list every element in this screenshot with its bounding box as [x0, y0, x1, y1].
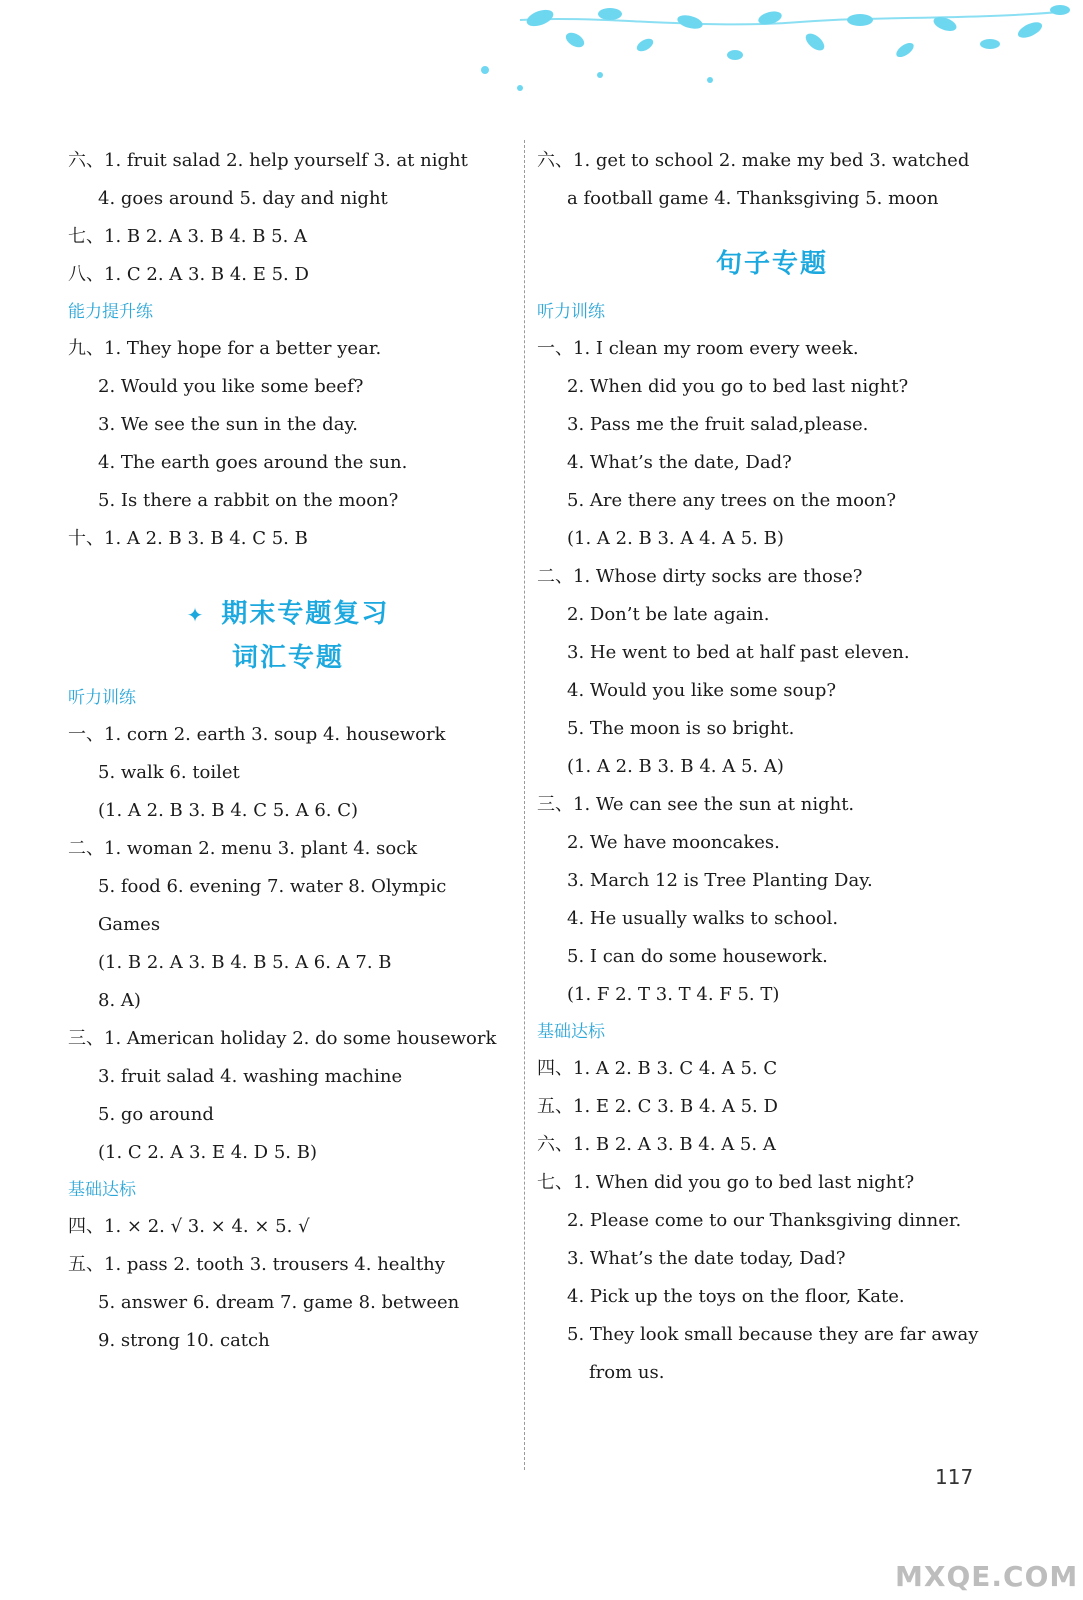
column-divider — [524, 140, 525, 1470]
section-label: 基础达标 — [68, 1180, 136, 1200]
watermark: MXQE.COM — [895, 1560, 1079, 1593]
answer-line: 四、1. × 2. √ 3. × 4. × 5. √ — [68, 1216, 310, 1237]
answer-line: 五、1. E 2. C 3. B 4. A 5. D — [537, 1096, 778, 1117]
answer-line: 九、1. They hope for a better year. — [68, 338, 382, 359]
answer-line: 5. walk 6. toilet — [98, 762, 240, 783]
answer-line: 十、1. A 2. B 3. B 4. C 5. B — [68, 528, 308, 549]
answer-line: 六、1. B 2. A 3. B 4. A 5. A — [537, 1134, 776, 1155]
answer-line: 二、1. Whose dirty socks are those? — [537, 566, 863, 587]
answer-line: 3. March 12 is Tree Planting Day. — [567, 870, 873, 891]
answer-line: 4. What’s the date, Dad? — [567, 452, 792, 473]
answer-line: 七、1. B 2. A 3. B 4. B 5. A — [68, 226, 308, 247]
page-number: 117 — [935, 1465, 974, 1489]
butterfly-icon: ✦ — [186, 603, 206, 627]
answer-line: from us. — [589, 1362, 665, 1383]
section-title-vocab: 词汇专题 — [231, 643, 344, 673]
answer-line: (1. A 2. B 3. B 4. A 5. A) — [567, 756, 784, 777]
answer-line: 一、1. corn 2. earth 3. soup 4. housework — [68, 724, 446, 745]
answer-line: 5. Is there a rabbit on the moon? — [98, 490, 399, 511]
answer-line: 4. He usually walks to school. — [567, 908, 839, 929]
section-title-review: ✦ 期末专题复习 — [186, 599, 390, 629]
answer-line: 5. I can do some housework. — [567, 946, 828, 967]
left-answer-block-1 — [68, 142, 508, 558]
section-label: 听力训练 — [537, 302, 605, 322]
right-column — [537, 142, 1007, 1392]
right-answer-block-1 — [537, 142, 1007, 218]
answer-line: 三、1. We can see the sun at night. — [537, 794, 855, 815]
answer-line: 5. food 6. evening 7. water 8. Olympic — [98, 876, 447, 897]
answer-line: 七、1. When did you go to bed last night? — [537, 1172, 915, 1193]
answer-line: 三、1. American holiday 2. do some housework — [68, 1028, 497, 1049]
answer-line: (1. F 2. T 3. T 4. F 5. T) — [567, 984, 780, 1005]
section-label: 基础达标 — [537, 1022, 605, 1042]
answer-line: 五、1. pass 2. tooth 3. trousers 4. healthy — [68, 1254, 445, 1275]
answer-line: 4. Pick up the toys on the floor, Kate. — [567, 1286, 905, 1307]
answer-line: 一、1. I clean my room every week. — [537, 338, 859, 359]
left-answer-block-2 — [68, 680, 508, 1360]
answer-line: 2. Would you like some beef? — [98, 376, 364, 397]
answer-line: 5. The moon is so bright. — [567, 718, 795, 739]
section-title-sentence: 句子专题 — [715, 249, 828, 279]
answer-line: 六、1. get to school 2. make my bed 3. watched — [537, 150, 970, 171]
answer-line: 5. go around — [98, 1104, 214, 1125]
answer-line: (1. C 2. A 3. E 4. D 5. B) — [98, 1142, 317, 1163]
answer-line: (1. A 2. B 3. A 4. A 5. B) — [567, 528, 784, 549]
answer-line: 2. We have mooncakes. — [567, 832, 780, 853]
answer-line: 四、1. A 2. B 3. C 4. A 5. C — [537, 1058, 778, 1079]
answer-line: 9. strong 10. catch — [98, 1330, 270, 1351]
section-label: 听力训练 — [68, 688, 136, 708]
left-column — [68, 142, 508, 1360]
answer-line: 3. Pass me the fruit salad,please. — [567, 414, 869, 435]
answer-line: 5. answer 6. dream 7. game 8. between — [98, 1292, 460, 1313]
answer-line: 8. A) — [98, 990, 141, 1011]
answer-line: 4. Would you like some soup? — [567, 680, 837, 701]
answer-line: 2. Please come to our Thanksgiving dinner. — [567, 1210, 962, 1231]
section-label: 能力提升练 — [68, 302, 153, 322]
answer-line: a football game 4. Thanksgiving 5. moon — [567, 188, 939, 209]
answer-line: (1. B 2. A 3. B 4. B 5. A 6. A 7. B — [98, 952, 392, 973]
answer-line: 4. goes around 5. day and night — [98, 188, 388, 209]
answer-line: 2. When did you go to bed last night? — [567, 376, 909, 397]
answer-line: 六、1. fruit salad 2. help yourself 3. at night — [68, 150, 468, 171]
answer-line: Games — [98, 914, 161, 935]
answer-line: 八、1. C 2. A 3. B 4. E 5. D — [68, 264, 309, 285]
answer-line: (1. A 2. B 3. B 4. C 5. A 6. C) — [98, 800, 359, 821]
answer-line: 二、1. woman 2. menu 3. plant 4. sock — [68, 838, 418, 859]
answer-line: 3. What’s the date today, Dad? — [567, 1248, 846, 1269]
answer-line: 3. We see the sun in the day. — [98, 414, 358, 435]
answer-line: 3. He went to bed at half past eleven. — [567, 642, 910, 663]
answer-line: 2. Don’t be late again. — [567, 604, 770, 625]
answer-line: 5. Are there any trees on the moon? — [567, 490, 896, 511]
answer-line: 3. fruit salad 4. washing machine — [98, 1066, 403, 1087]
answer-line: 4. The earth goes around the sun. — [98, 452, 408, 473]
answer-line: 5. They look small because they are far away — [567, 1324, 979, 1345]
right-answer-block-2 — [537, 294, 1007, 1392]
branch-decoration — [0, 0, 1083, 110]
